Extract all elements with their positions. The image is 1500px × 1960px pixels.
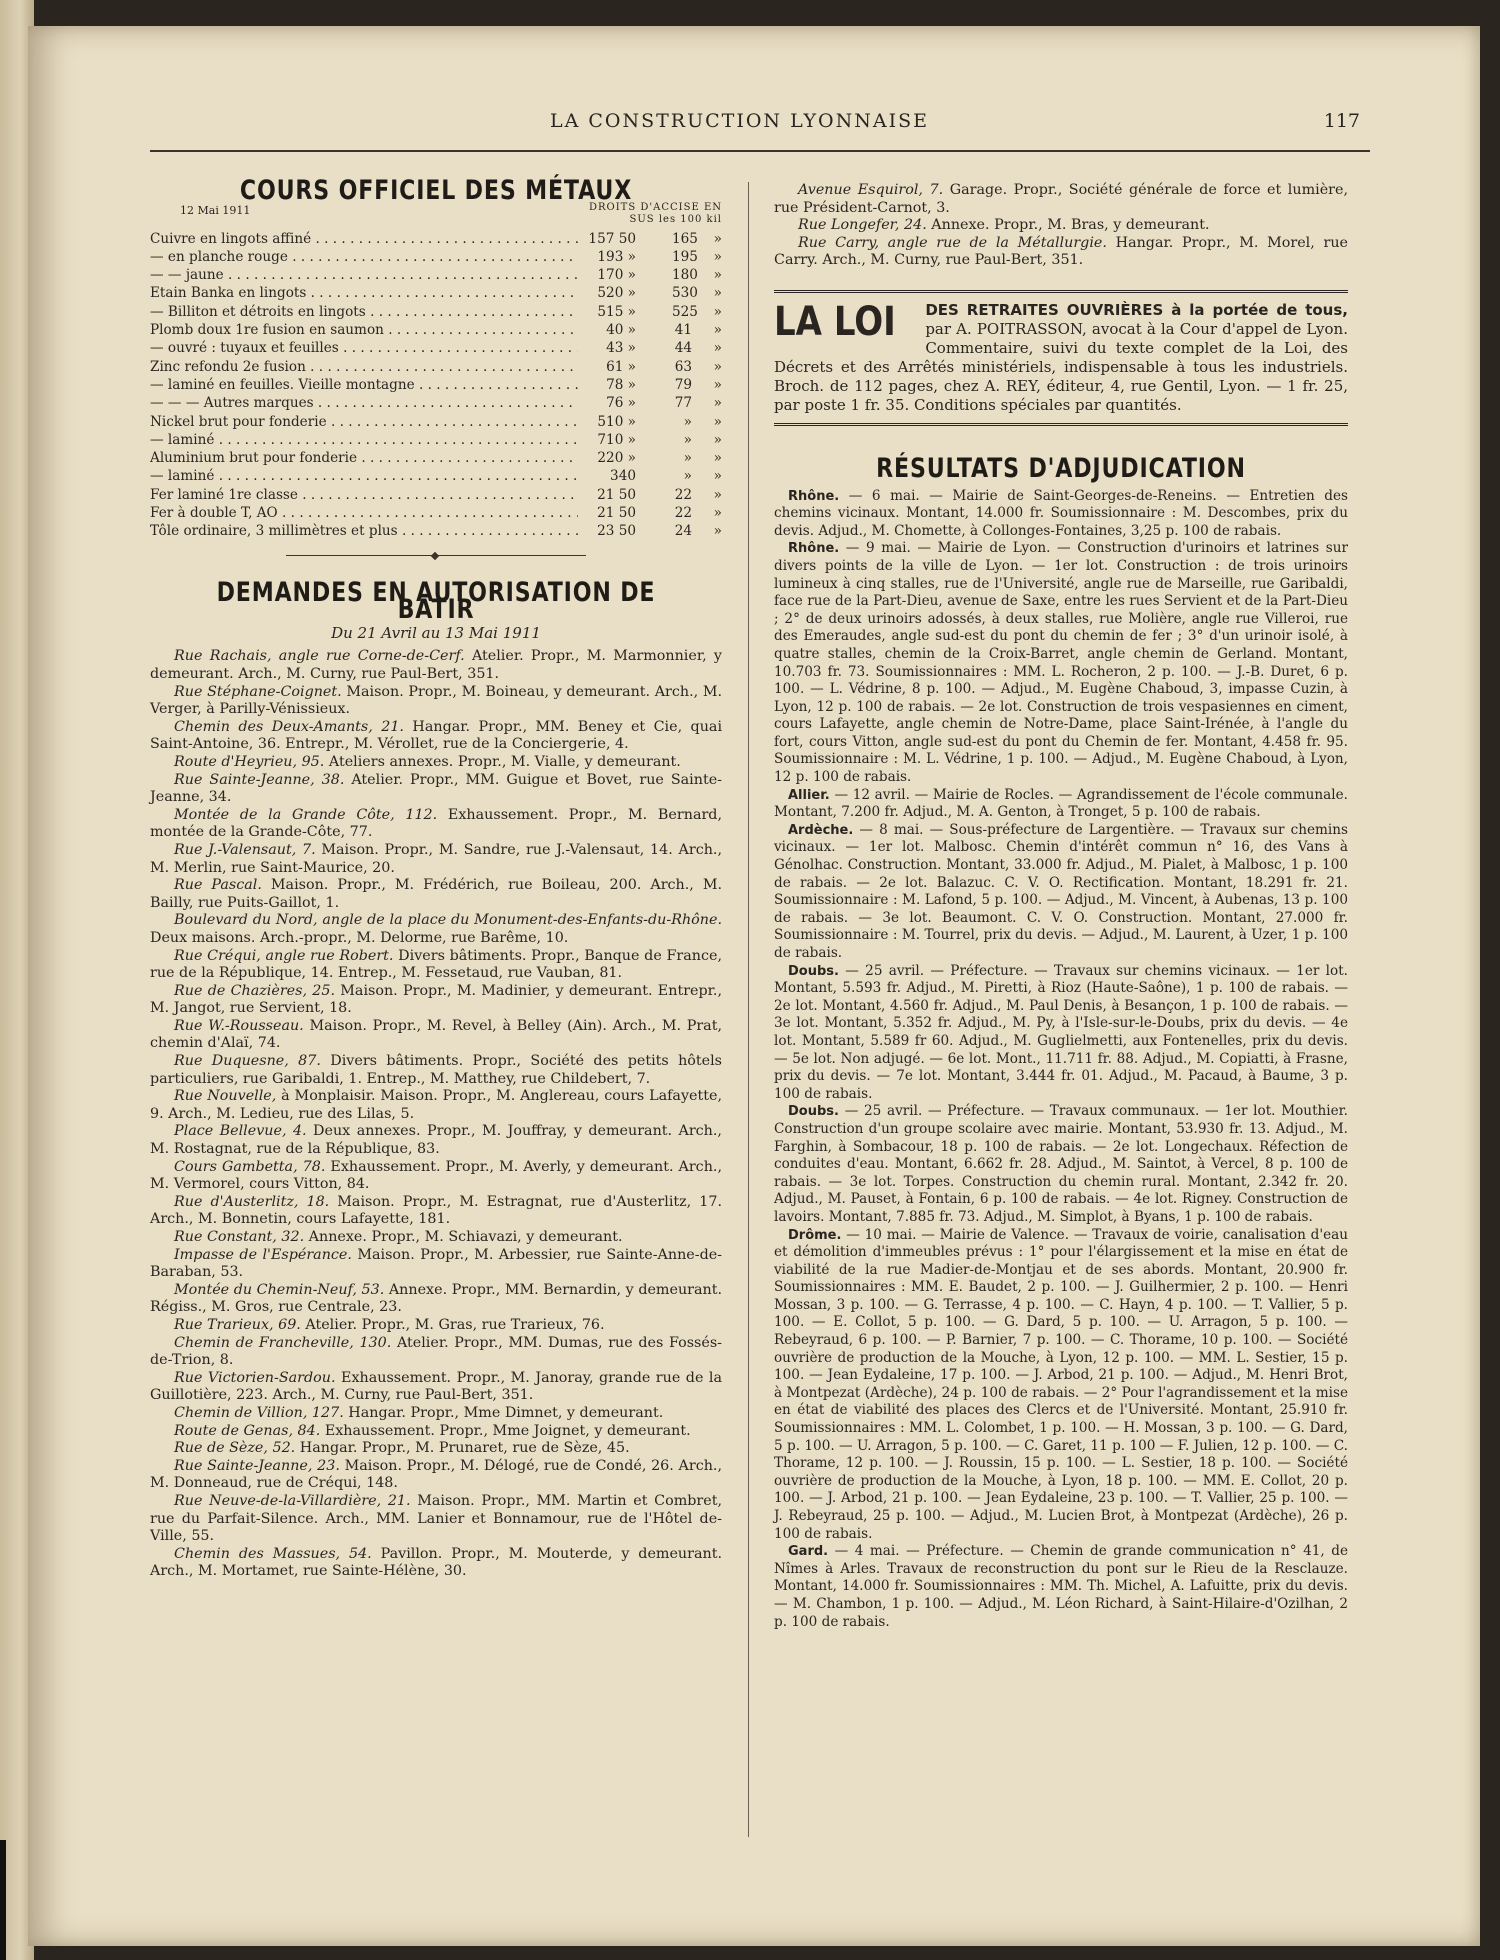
- permit-entry: [774, 235, 1348, 270]
- spacer: [636, 284, 672, 302]
- left-column: [150, 175, 723, 1581]
- entry-place: Rue J.-Valensaut, 7.: [174, 841, 316, 858]
- spacer: [636, 413, 672, 431]
- permit-entry: [150, 877, 722, 912]
- metals-date: 12 Mai 1911: [180, 203, 251, 217]
- entry-text: Deux annexes. Propr., M. Jouffray, y demeurant. Arch., M. Rostagnat, rue de la République, 83.: [150, 1123, 722, 1158]
- entry-text: — 12 avril. — Mairie de Rocles. — Agrandissement de l'école communale. Montant, 7.200 fr. Adjud., M. A. Genton, à Tronget, 5 p. 100 de rabais.: [774, 786, 1349, 821]
- entry-department: Allier.: [788, 787, 830, 803]
- permit-entry: [150, 1159, 722, 1194]
- metal-duty-cents: »: [713, 468, 722, 485]
- permit-entry: [150, 648, 722, 683]
- metal-duty: 22: [674, 486, 692, 503]
- spacer: [636, 504, 672, 522]
- metal-price: 21 50: [597, 486, 636, 503]
- spacer: [692, 266, 702, 284]
- metal-duty: 530: [672, 285, 698, 302]
- spacer: [692, 303, 702, 321]
- entry-text: Pavillon. Propr., M. Mouterde, y demeurant. Arch., M. Mortamet, rue Sainte-Hélène, 30.: [150, 1545, 722, 1580]
- spacer: [692, 431, 702, 449]
- entry-text: Hangar. Propr., M. Morel, rue Carry. Arch., M. Curny, rue Paul-Bert, 351.: [774, 234, 1349, 269]
- spacer: [692, 449, 702, 467]
- metal-row: [150, 376, 722, 394]
- bookmark-ribbon: [0, 1840, 6, 1960]
- entry-department: Doubs.: [788, 963, 839, 979]
- permit-entry: [150, 684, 722, 719]
- metal-row: [150, 303, 722, 321]
- metal-duty-cents: »: [713, 431, 722, 448]
- entry-place: Route d'Heyrieu, 95.: [174, 753, 325, 770]
- entry-text: Atelier. Propr., MM. Dumas, rue des Fossés-de-Trion, 8.: [150, 1334, 723, 1369]
- metal-duty-cents: »: [713, 395, 722, 412]
- entry-text: Maison. Propr., M. Délogé, rue de Condé, 26. Arch., M. Donneaud, rue de Créqui, 148.: [150, 1457, 722, 1492]
- metal-duty-cents: »: [713, 358, 722, 375]
- metal-row: [150, 504, 722, 522]
- metal-row: [150, 266, 722, 284]
- entry-place: Avenue Esquirol, 7.: [798, 182, 944, 198]
- metal-duty-cents: »: [713, 376, 722, 393]
- permit-entry: [150, 1440, 722, 1458]
- metal-label: Fer à double T, AO . . .: [150, 504, 578, 522]
- entry-place: Rue Sainte-Jeanne, 23.: [174, 1457, 340, 1474]
- entry-text: — 9 mai. — Mairie de Lyon. — Construction d'urinoirs et latrines sur divers points de la ville de Lyon. — 1er lot. Construction : de trois urinoirs lumineux à cinq stalles, rue de l'Université, angle rue de Marseille, rue Garibaldi, face rue de la Part-Dieu, avenue de Saxe, entre les rues Servient et de la Part-Dieu ; 2° de deux urinoirs adossés, à deux stalles, rue Molière, angle rue Villeroi, rue des Emeraudes, angle sud-est du pont du chemin de fer ; 3° d'un urinoir isolé, à quatre stalles, chemin de la Croix-Barret, angle chemin de Gerland. Montant, 10.703 fr. 73. Soumissionnaires : MM. L. Rocheron, 2 p. 100. — J.-B. Duret, 6 p. 100. — L. Védrine, 8 p. 100. — Adjud., M. Eugène Chaboud, 3, impasse Cuzin, à Lyon, 12 p. 100 de rabais. — 2e lot. Construction de trois vespasiennes en ciment, cours Lafayette, angle chemin de Notre-Dame, place Saint-Irénée, à l'angle du fort, cours Vitton, angle sud-est du pont du Chemin de fer. Montant, 4.458 fr. 95. Soumissionnaire : M. L. Védrine, 1 p. 100. — Adjud., M. Eugène Chaboud, à Lyon, 12 p. 100 de rabais.: [774, 540, 1348, 786]
- page-number: 117: [1323, 110, 1360, 132]
- metal-label: Zinc refondu 2e fusion . . .: [150, 358, 578, 376]
- adjudication-entry: [774, 540, 1348, 786]
- metal-label: Cuivre en lingots affiné . . .: [150, 230, 578, 248]
- entry-department: Ardèche.: [788, 822, 854, 838]
- entry-text: Atelier. Propr., M. Marmonnier, y demeurant. Arch., M. Curny, rue Paul-Bert, 351.: [150, 648, 722, 683]
- metal-row: [150, 467, 722, 485]
- metal-duty-cents: »: [713, 303, 722, 320]
- metal-row: [150, 321, 722, 339]
- metal-duty: 63: [674, 358, 692, 375]
- metal-duty: 525: [672, 303, 698, 320]
- metal-duty-cents: »: [713, 486, 722, 503]
- metal-row: [150, 248, 722, 266]
- entry-place: Montée de la Grande Côte, 112.: [174, 806, 438, 823]
- entry-place: Place Bellevue, 4.: [174, 1123, 307, 1140]
- entry-text: à Monplaisir. Maison. Propr., M. Anglereau, cours Lafayette, 9. Arch., M. Ledieu, rue des Lilas, 5.: [150, 1088, 722, 1122]
- entry-text: — 4 mai. — Préfecture. — Chemin de grande communication n° 41, de Nîmes à Arles. Travaux de reconstruction du pont sur le Rieu de la Resclauze. Montant, 14.000 fr. Soumissionnaires : MM. Th. Michel, A. Lafuitte, prix du devis. — M. Chambon, 1 p. 100. — Adjud., M. Léon Richard, à Saint-Hilaire-d'Ozilhan, 2 p. 100 de rabais.: [774, 1543, 1348, 1630]
- metal-price: 515 »: [597, 303, 636, 320]
- metal-row: [150, 394, 722, 412]
- entry-place: Rue Duquesne, 87.: [174, 1053, 321, 1070]
- entry-place: Rue de Chazières, 25.: [174, 982, 336, 999]
- adjudication-entry: [774, 822, 1348, 963]
- entry-text: Garage. Propr., Société générale de force et lumière, rue Président-Carnot, 3.: [774, 182, 1349, 216]
- spacer: [636, 303, 672, 321]
- entry-place: Rue Trarieux, 69.: [174, 1316, 301, 1333]
- permit-entry: [150, 1493, 722, 1546]
- permit-entry: [150, 842, 722, 877]
- entry-text: Hangar. Propr., Mme Dimnet, y demeurant.: [348, 1404, 664, 1421]
- spacer: [636, 358, 672, 376]
- metal-label: — en planche rouge . . .: [150, 248, 578, 266]
- metal-label: Tôle ordinaire, 3 millimètres et plus . . .: [150, 522, 578, 540]
- permit-entry: [150, 948, 722, 983]
- journal-title: LA CONSTRUCTION LYONNAISE: [550, 110, 929, 132]
- metal-price: 78 »: [606, 376, 636, 393]
- spacer: [636, 248, 672, 266]
- metals-heading: COURS OFFICIEL DES MÉTAUX: [239, 175, 633, 206]
- permit-entry: [150, 983, 722, 1018]
- spacer: [692, 504, 702, 522]
- demandes-subtitle: Du 21 Avril au 13 Mai 1911: [331, 623, 541, 642]
- spacer: [692, 230, 702, 248]
- spacer: [692, 321, 702, 339]
- resultats-heading: RÉSULTATS D'ADJUDICATION: [876, 452, 1246, 484]
- spacer: [692, 486, 702, 504]
- ornament-divider: [286, 555, 586, 556]
- metal-label: Etain Banka en lingots . . .: [150, 284, 578, 302]
- metal-duty-cents: »: [713, 450, 722, 467]
- permit-entry: [150, 1194, 722, 1229]
- entry-text: Exhaussement. Propr., Mme Joignet, y demeurant.: [324, 1422, 691, 1439]
- metal-duty-cents: »: [713, 267, 722, 284]
- metal-price: 76 »: [606, 395, 636, 412]
- entry-department: Drôme.: [788, 1227, 842, 1243]
- metal-price: 61 »: [606, 358, 636, 375]
- metal-row: [150, 449, 722, 467]
- entry-place: Rue Victorien-Sardou.: [174, 1369, 336, 1386]
- entry-text: — 10 mai. — Mairie de Valence. — Travaux de voirie, canalisation d'eau et démolition d'immeubles prévus : 1° pour l'élargissement et la mise en état de viabilité de la rue Madier-de-Montjau et de ses abords. Montant, 20.900 fr. Soumissionnaires : MM. E. Baudet, 2 p. 100. — J. Guilhermier, 2 p. 100. — Henri Mossan, 3 p. 100. — G. Terrasse, 4 p. 100. — C. Hayn, 4 p. 100. — T. Vallier, 5 p. 100. — E. Collot, 5 p. 100. — G. Dard, 5 p. 100. — U. Arragon, 5 p. 100. — Rebeyraud, 6 p. 100. — P. Barnier, 7 p. 100. — C. Thorame, 10 p. 100. — Société ouvrière de production de la Mouche, à Lyon, 12 p. 100. — MM. L. Sestier, 15 p. 100. — Jean Eydaleine, 17 p. 100. — J. Arbod, 21 p. 100. — Adjud., M. Henri Brot, à Montpezat (Ardèche), 24 p. 100 de rabais. — 2° Pour l'agrandissement et la mise en état de viabilité des places des Clercs et de l'Université. Montant, 25.910 fr. Soumissionnaires : MM. L. Colombet, 1 p. 100. — H. Mossan, 3 p. 100. — G. Dard, 5 p. 100. — U. Arragon, 5 p. 100. — C. Garet, 11 p. 100 — F. Julien, 12 p. 100. — C. Thorame, 12 p. 100. — J. Roussin, 15 p. 100. — L. Sestier, 18 p. 100. — Société ouvrière de production de la Mouche, à Lyon, 18 p. 100. — MM. E. Collot, 20 p. 100. — J. Arbod, 21 p. 100. — Jean Eydaleine, 23 p. 100. — T. Vallier, 25 p. 100. — J. Rebeyraud, 25 p. 100. — Adjud., M. Lucien Brot, à Montpezat (Ardèche), 26 p. 100 de rabais.: [774, 1226, 1348, 1542]
- metal-label: Nickel brut pour fonderie . . .: [150, 413, 578, 431]
- entry-text: Maison. Propr., M. Arbessier, rue Sainte-Anne-de-Baraban, 53.: [150, 1246, 723, 1281]
- adjudication-entry: [774, 488, 1348, 541]
- entry-text: Atelier. Propr., MM. Guigue et Bovet, rue Sainte-Jeanne, 34.: [150, 771, 722, 806]
- entry-text: — 8 mai. — Sous-préfecture de Largentière. — Travaux sur chemins vicinaux. — 1er lot. Malbosc. Chemin d'intérêt commun n° 16, des Vans à Génolhac. Construction. Montant, 33.000 fr. Adjud., M. Pialet, à Malbosc, 1 p. 100 de rabais. — 2e lot. Balazuc. C. V. O. Rectification. Montant, 18.291 fr. 21. Soumissionnaire : M. Lafond, 5 p. 100. — Adjud., M. Vincent, à Aubenas, 13 p. 100 de rabais. — 3e lot. Beaumont. C. V. O. Construction. Montant, 27.000 fr. Soumissionnaire : M. Tourrel, prix du devis. — Adjud., M. Laurent, à Uzer, 1 p. 100 de rabais.: [774, 821, 1348, 961]
- spacer: [636, 376, 672, 394]
- loi-headline: DES RETRAITES OUVRIÈRES à la portée de tous,: [925, 300, 1348, 319]
- entry-place: Rue Nouvelle,: [174, 1088, 277, 1105]
- entry-text: — 25 avril. — Préfecture. — Travaux communaux. — 1er lot. Mouthier. Construction d'un groupe scolaire avec mairie. Montant, 53.930 fr. 13. Adjud., M. Farghin, à Sombacour, 18 p. 100 de rabais. — 2e lot. Longechaux. Réfection de conduites d'eau. Montant, 6.662 fr. 28. Adjud., M. Saintot, à Vercel, 8 p. 100 de rabais. — 3e lot. Torpes. Construction du chemin rural. Montant, 2.342 fr. 20. Adjud., M. Pauset, à Fontain, 6 p. 100 de rabais. — 4e lot. Rigney. Construction de lavoirs. Montant, 7.885 fr. 73. Adjud., M. Simplot, à Byans, 1 p. 100 de rabais.: [774, 1103, 1349, 1225]
- droits-label: DROITS D'ACCISE EN SUS les 100 kil: [588, 201, 722, 225]
- metal-duty: 79: [674, 376, 692, 393]
- spacer: [636, 339, 672, 357]
- entry-text: Hangar. Propr., MM. Beney et Cie, quai Saint-Antoine, 36. Entrepr., M. Vérollet, rue de la Conciergerie, 4.: [150, 718, 723, 753]
- metal-duty: 44: [674, 340, 692, 357]
- entry-place: Rue Carry, angle rue de la Métallurgie.: [798, 234, 1107, 251]
- spacer: [636, 486, 672, 504]
- metal-row: [150, 230, 722, 248]
- entry-place: Rue Longefer, 24.: [798, 217, 927, 234]
- entry-place: Chemin des Deux-Amants, 21.: [174, 718, 404, 735]
- metal-price: 23 50: [597, 523, 636, 540]
- entry-text: Maison. Propr., M. Boineau, y demeurant. Arch., M. Verger, à Parilly-Vénissieux.: [150, 683, 723, 718]
- entry-text: Atelier. Propr., M. Gras, rue Trarieux, 76.: [305, 1316, 605, 1333]
- metal-price: 220 »: [597, 450, 636, 467]
- entry-text: Maison. Propr., M. Frédérich, rue Boileau, 200. Arch., M. Bailly, rue Puits-Gaillot, 1.: [150, 877, 723, 911]
- metal-row: [150, 358, 722, 376]
- spacer: [636, 431, 672, 449]
- metal-label: — Billiton et détroits en lingots . . .: [150, 303, 578, 321]
- metal-row: [150, 486, 722, 504]
- spacer: [636, 321, 672, 339]
- metal-duty: 195: [672, 248, 698, 265]
- metal-duty-cents: »: [713, 413, 722, 430]
- metal-label: — laminé . . .: [150, 467, 578, 485]
- permit-entry: [150, 807, 722, 842]
- permit-entry: [150, 912, 722, 947]
- metal-price: 157 50: [588, 230, 636, 247]
- entry-place: Cours Gambetta, 78.: [174, 1158, 326, 1175]
- permit-entry: [150, 754, 722, 772]
- loi-text: par A. POITRASSON, avocat à la Cour d'appel de Lyon. Commentaire, suivi du texte complet de la Loi, des Décrets et des Arrêtés ministériels, indispensable à tous les industriels. Broch. de 112 pages, chez A. REY, éditeur, 4, rue Gentil, Lyon. — 1 fr. 25, par poste 1 fr. 35. Conditions spéciales par quantités.: [774, 319, 1348, 414]
- metal-duty-cents: »: [713, 340, 722, 357]
- metal-row: [150, 413, 722, 431]
- entry-department: Rhône.: [788, 541, 840, 557]
- metal-price: 520 »: [597, 285, 636, 302]
- entry-text: Maison. Propr., M. Sandre, rue J.-Valensaut, 14. Arch., M. Merlin, rue Saint-Maurice, 20.: [150, 841, 722, 876]
- entry-place: Montée du Chemin-Neuf, 53.: [174, 1281, 385, 1298]
- metal-duty: 77: [674, 395, 692, 412]
- spacer: [636, 522, 672, 540]
- entry-place: Rue Constant, 32.: [174, 1229, 305, 1246]
- metal-row: [150, 284, 722, 302]
- spacer: [692, 376, 702, 394]
- permit-entry: [150, 719, 722, 754]
- entry-text: Exhaussement. Propr., M. Bernard, montée de la Grande-Côte, 77.: [150, 806, 722, 841]
- spacer: [692, 358, 702, 376]
- spacer: [692, 467, 702, 485]
- permit-entry: [150, 1370, 722, 1405]
- entry-place: Chemin de Francheville, 130.: [174, 1334, 392, 1351]
- demandes-continued-list: [774, 182, 1348, 270]
- metal-price: 193 »: [597, 248, 636, 265]
- permit-entry: [150, 1423, 722, 1441]
- metal-label: — laminé . . .: [150, 431, 578, 449]
- entry-text: Maison. Propr., MM. Martin et Combret, rue du Parfait-Silence. Arch., MM. Lanier et Bonnamour, rue de l'Hôtel de-Ville, 55.: [150, 1492, 722, 1545]
- entry-place: Rue Stéphane-Coignet.: [174, 683, 342, 700]
- spacer: [692, 248, 702, 266]
- permit-entry: [774, 217, 1348, 235]
- entry-place: Rue Pascal.: [174, 877, 262, 894]
- permit-entry: [150, 1123, 722, 1158]
- entry-text: Divers bâtiments. Propr., Société des petits hôtels particuliers, rue Garibaldi, 1. Entrep., M. Matthey, rue Childebert, 7.: [150, 1053, 722, 1087]
- entry-text: Annexe. Propr., M. Schiavazi, y demeurant.: [308, 1229, 623, 1246]
- entry-place: Route de Genas, 84.: [174, 1422, 321, 1439]
- demandes-list: [150, 648, 722, 1580]
- entry-text: Maison. Propr., M. Revel, à Belley (Ain). Arch., M. Prat, chemin d'Alaï, 74.: [150, 1017, 722, 1052]
- metal-label: — — jaune . . .: [150, 266, 578, 284]
- entry-place: Rue de Sèze, 52.: [174, 1440, 296, 1457]
- metal-price: 21 50: [597, 505, 636, 522]
- entry-text: Maison. Propr., M. Madinier, y demeurant. Entrepr., M. Jangot, rue Servient, 18.: [150, 982, 722, 1017]
- metal-price: 510 »: [597, 413, 636, 430]
- metals-table: [150, 230, 722, 541]
- permit-entry: [150, 1317, 722, 1335]
- metal-duty: »: [683, 413, 692, 430]
- permit-entry: [150, 1335, 722, 1370]
- entry-text: — 6 mai. — Mairie de Saint-Georges-de-Reneins. — Entretien des chemins vicinaux. Montant, 14.000 fr. Soumissionnaire : M. Descombes, prix du devis. Adjud., M. Chomette, à Collonges-Fontaines, 3,25 p. 100 de rabais.: [774, 487, 1348, 539]
- metal-price: 170 »: [597, 267, 636, 284]
- metal-price: 40 »: [606, 322, 636, 339]
- metal-row: [150, 339, 722, 357]
- entry-place: Impasse de l'Espérance.: [174, 1246, 352, 1263]
- metal-duty-cents: »: [713, 248, 722, 265]
- entry-text: — 25 avril. — Préfecture. — Travaux sur chemins vicinaux. — 1er lot. Montant, 5.593 fr. Adjud., M. Piretti, à Rioz (Haute-Saône), 1 p. 100 de rabais. — 2e lot. Montant, 4.560 fr. Adjud., M. Paul Denis, à Besançon, 1 p. 100 de rabais. — 3e lot. Montant, 5.352 fr. Adjud., M. Py, à l'Isle-sur-le-Doubs, prix du devis. — 4e lot. Montant, 5.589 fr 60. Adjud., M. Guglielmetti, aux Fontenelles, prix du devis. — 5e lot. Non adjugé. — 6e lot. Mont., 11.711 fr. 88. Adjud., M. Copiatti, à Frasne, prix du devis. — 7e lot. Montant, 3.444 fr. 01. Adjud., M. Pacaud, à Baume, 3 p. 100 de rabais.: [774, 962, 1348, 1102]
- entry-text: Exhaussement. Propr., M. Averly, y demeurant. Arch., M. Vermorel, cours Vitton, 84.: [150, 1158, 722, 1193]
- permit-entry: [150, 1053, 722, 1088]
- entry-place: Chemin des Massues, 54.: [174, 1545, 372, 1562]
- entry-department: Gard.: [788, 1544, 829, 1560]
- entry-place: Rue Sainte-Jeanne, 38.: [174, 771, 345, 788]
- right-column: [774, 182, 1348, 1631]
- spacer: [692, 394, 702, 412]
- metal-label: — — — Autres marques . . .: [150, 394, 578, 412]
- entry-text: Exhaussement. Propr., M. Janoray, grande rue de la Guillotière, 223. Arch., M. Curny, rue Paul-Bert, 351.: [150, 1369, 723, 1404]
- entry-department: Doubs.: [788, 1104, 839, 1120]
- spacer: [692, 339, 702, 357]
- permit-entry: [150, 1088, 722, 1123]
- metal-label: — laminé en feuilles. Vieille montagne . . .: [150, 376, 578, 394]
- spacer: [636, 467, 672, 485]
- metal-duty: 165: [672, 230, 698, 247]
- metal-label: Plomb doux 1re fusion en saumon . . .: [150, 321, 578, 339]
- entry-text: Annexe. Propr., M. Bras, y demeurant.: [931, 217, 1210, 234]
- entry-text: Hangar. Propr., M. Prunaret, rue de Sèze, 45.: [299, 1440, 630, 1457]
- metal-label: Aluminium brut pour fonderie . . .: [150, 449, 578, 467]
- metal-price: 43 »: [606, 340, 636, 357]
- permit-entry: [150, 1546, 722, 1581]
- metal-duty-cents: »: [713, 322, 722, 339]
- permit-entry: [150, 1458, 722, 1493]
- entry-place: Rue Rachais, angle rue Corne-de-Cerf.: [174, 648, 465, 665]
- metal-row: [150, 431, 722, 449]
- entry-department: Rhône.: [788, 488, 840, 504]
- permit-entry: [150, 1282, 722, 1317]
- adjudication-entry: [774, 1543, 1348, 1631]
- running-header: [150, 106, 1370, 138]
- permit-entry: [150, 772, 722, 807]
- metal-duty-cents: »: [713, 230, 722, 247]
- spacer: [692, 284, 702, 302]
- permit-entry: [150, 1247, 722, 1282]
- entry-text: Ateliers annexes. Propr., M. Vialle, y demeurant.: [328, 753, 681, 770]
- permit-entry: [150, 1405, 722, 1423]
- metal-label: — ouvré : tuyaux et feuilles . . .: [150, 339, 578, 357]
- spacer: [636, 266, 672, 284]
- spacer: [636, 449, 672, 467]
- entry-place: Rue Créqui, angle rue Robert.: [174, 947, 394, 964]
- metal-duty: 180: [672, 267, 698, 284]
- loi-advertisement: [774, 290, 1348, 426]
- loi-big-title: LA LOI: [774, 298, 896, 345]
- metal-duty: »: [683, 431, 692, 448]
- metal-duty-cents: »: [713, 285, 722, 302]
- metal-duty: »: [683, 450, 692, 467]
- entry-text: Deux maisons. Arch.-propr., M. Delorme, rue Barême, 10.: [150, 929, 569, 946]
- entry-place: Chemin de Villion, 127.: [174, 1404, 344, 1421]
- adjudication-entry: [774, 1227, 1348, 1544]
- metal-duty: 24: [674, 523, 692, 540]
- metal-duty: 22: [674, 505, 692, 522]
- permit-entry: [150, 1229, 722, 1247]
- permit-entry: [150, 1018, 722, 1053]
- metal-row: [150, 522, 722, 540]
- metal-duty: 41: [674, 322, 692, 339]
- metal-duty-cents: »: [713, 505, 722, 522]
- entry-text: Annexe. Propr., MM. Bernardin, y demeurant. Régiss., M. Gros, rue Centrale, 23.: [150, 1281, 723, 1316]
- metal-label: Fer laminé 1re classe . . .: [150, 486, 578, 504]
- spacer: [692, 522, 702, 540]
- column-separator: [748, 182, 749, 1837]
- entry-place: Rue Neuve-de-la-Villardière, 21.: [174, 1492, 411, 1509]
- entry-place: Rue W.-Rousseau.: [174, 1017, 304, 1034]
- metal-duty: »: [683, 468, 692, 485]
- demandes-heading: DEMANDES EN AUTORISATION DE BATIR: [216, 576, 656, 626]
- metal-duty-cents: »: [713, 523, 722, 540]
- adjudication-entry: [774, 787, 1348, 822]
- entry-place: Rue d'Austerlitz, 18.: [174, 1193, 330, 1210]
- adjudication-entry: [774, 963, 1348, 1104]
- adjudication-entry: [774, 1103, 1348, 1226]
- spacer: [636, 230, 672, 248]
- spacer: [692, 413, 702, 431]
- metal-price: 340: [610, 468, 636, 485]
- entry-place: Boulevard du Nord, angle de la place du Monument-des-Enfants-du-Rhône.: [174, 912, 722, 929]
- header-rule: [150, 150, 1370, 152]
- spacer: [636, 394, 672, 412]
- metal-price: 710 »: [597, 431, 636, 448]
- entry-text: Divers bâtiments. Propr., Banque de France, rue de la République, 14. Entrep., M. Fessetaud, rue Vauban, 81.: [150, 947, 722, 982]
- permit-entry: [774, 182, 1348, 217]
- resultats-list: [774, 488, 1348, 1632]
- entry-text: Maison. Propr., M. Estragnat, rue d'Austerlitz, 17. Arch., M. Bonnetin, cours Lafayette, 181.: [150, 1193, 723, 1228]
